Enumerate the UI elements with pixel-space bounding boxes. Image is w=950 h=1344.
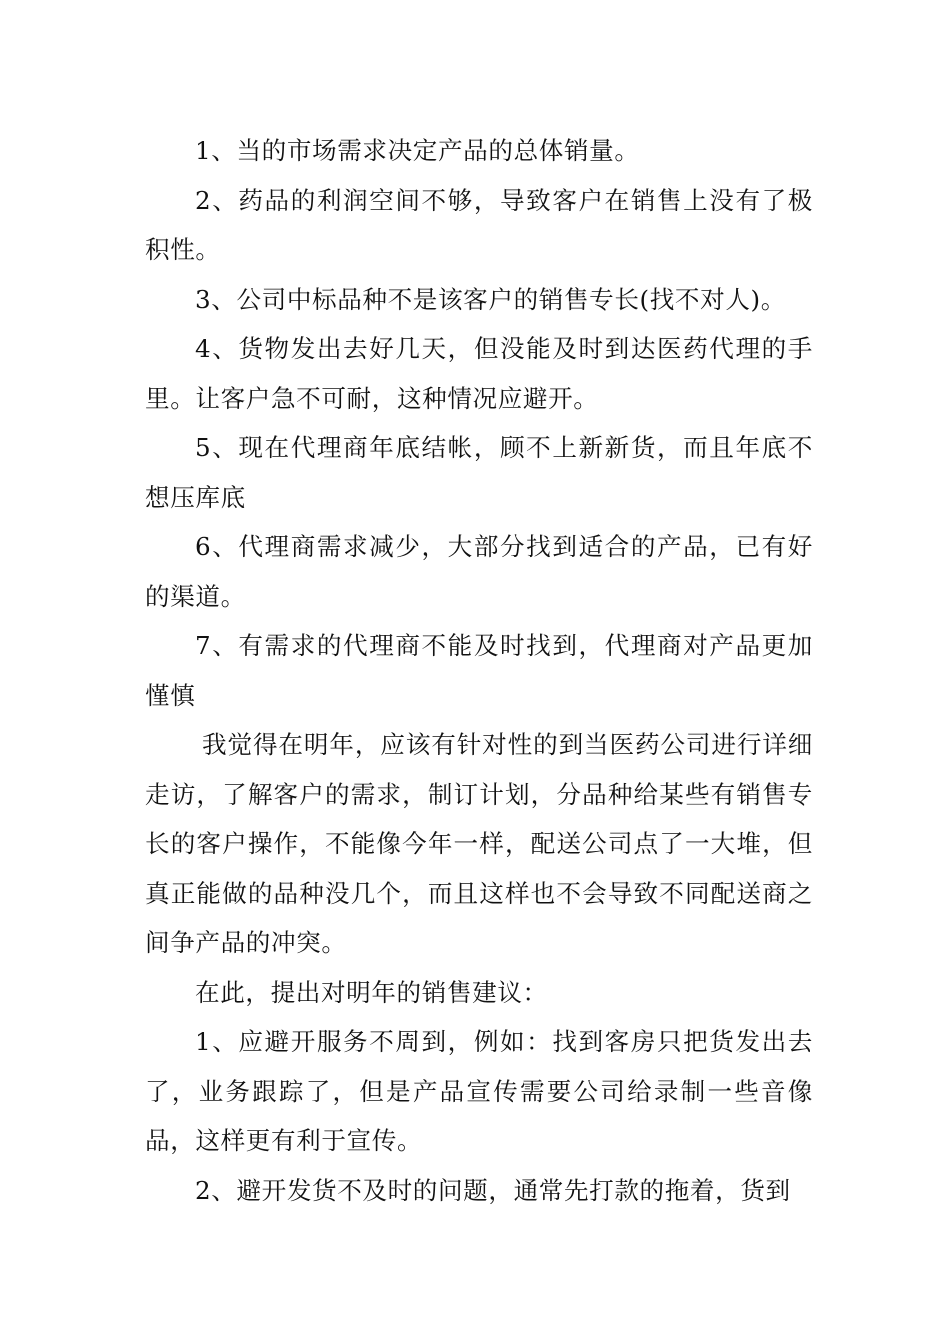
- paragraph-plan: 我觉得在明年，应该有针对性的到当医药公司进行详细走访，了解客户的需求，制订计划，分品种给某些有销售专长的客户操作，不能像今年一样，配送公司点了一大堆，但真正能做的品种没几个，而且这样也不会导致不同配送商之间争产品的冲突。: [145, 730, 813, 957]
- paragraph-reason-3: 3、公司中标品种不是该客户的销售专长(找不对人)。: [195, 284, 786, 314]
- paragraph-suggestion-intro: 在此，提出对明年的销售建议：: [195, 977, 548, 1007]
- paragraph-reason-7: 7、有需求的代理商不能及时找到，代理商对产品更加慬慎: [145, 631, 813, 710]
- document-body: [145, 126, 813, 1215]
- paragraph-reason-2: 2、药品的利润空间不够，导致客户在销售上没有了极积性。: [145, 185, 813, 264]
- paragraph-reason-1: 1、当的市场需求决定产品的总体销量。: [195, 136, 640, 165]
- paragraph-suggestion-2: 2、避开发货不及时的问题，通常先打款的拖着，货到: [195, 1175, 791, 1205]
- paragraph-suggestion-1: 1、应避开服务不周到，例如：找到客房只把货发出去了，业务跟踪了，但是产品宣传需要公司给录制一些音像品，这样更有利于宣传。: [145, 1027, 813, 1155]
- paragraph-reason-5: 5、现在代理商年底结帐，顾不上新新货，而且年底不想压库底: [145, 433, 813, 512]
- paragraph-reason-6: 6、代理商需求减少，大部分找到适合的产品，已有好的渠道。: [145, 532, 813, 611]
- paragraph-reason-4: 4、货物发出去好几天，但没能及时到达医药代理的手里。让客户急不可耐，这种情况应避开。: [145, 334, 813, 413]
